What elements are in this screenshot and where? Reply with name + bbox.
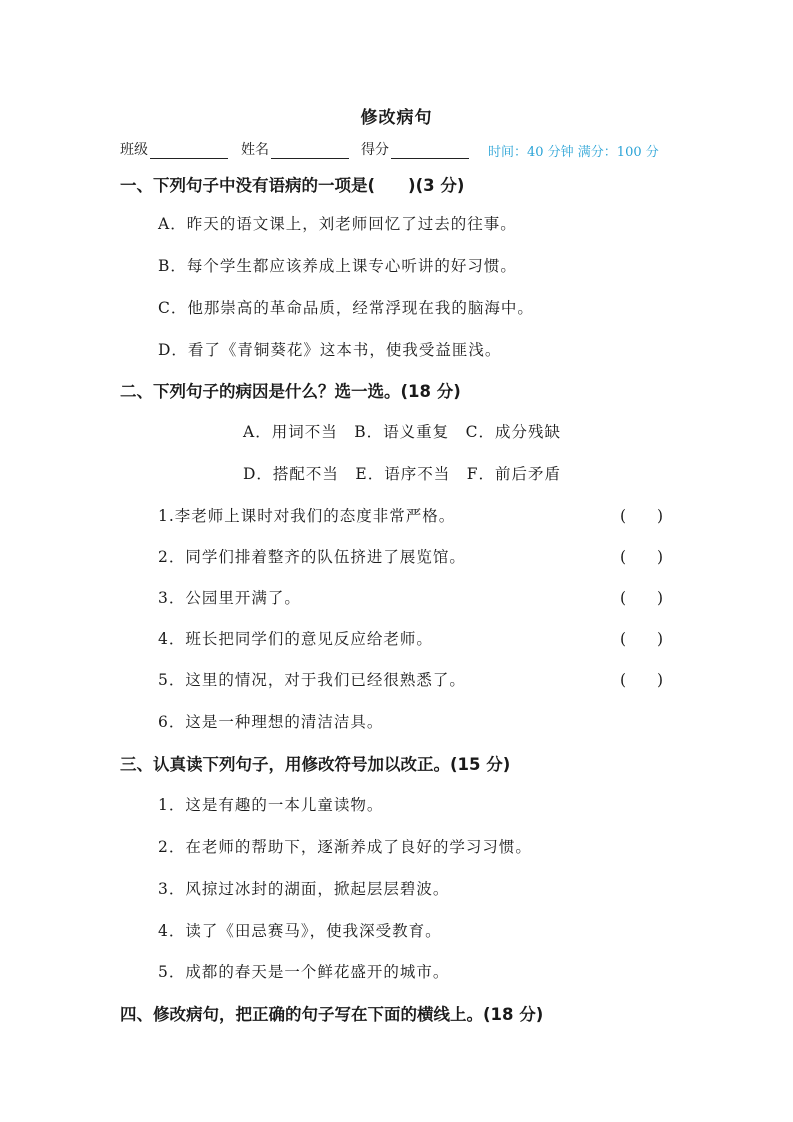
section-4-heading: 四、修改病句，把正确的句子写在下面的横线上。(18 分) (120, 1005, 544, 1024)
answer-paren[interactable]: ( ) (620, 507, 664, 525)
choices-row-2: D．搭配不当 E．语序不当 F．前后矛盾 (243, 465, 561, 483)
option-a: A．昨天的语文课上，刘老师回忆了过去的往事。 (158, 215, 517, 233)
section-2-heading: 二、下列句子的病因是什么？选一选。(18 分) (120, 382, 461, 401)
list-item: 4．读了《田忌赛马》，使我深受教育。 (158, 922, 442, 940)
name-blank[interactable] (271, 144, 349, 159)
list-item: 1．这是有趣的一本儿童读物。 (158, 796, 384, 814)
time-info: 时间：40 分钟 满分：100 分 (488, 145, 659, 160)
answer-paren[interactable]: ( ) (620, 548, 664, 566)
list-item: 5．成都的春天是一个鲜花盛开的城市。 (158, 963, 450, 981)
page-title: 修改病句 (360, 108, 433, 128)
section-3-heading: 三、认真读下列句子，用修改符号加以改正。(15 分) (120, 755, 511, 774)
answer-paren[interactable]: ( ) (620, 630, 664, 648)
list-item: 2．在老师的帮助下，逐渐养成了良好的学习习惯。 (158, 838, 532, 856)
class-blank[interactable] (150, 144, 228, 159)
option-d: D．看了《青铜葵花》这本书，使我受益匪浅。 (158, 341, 502, 359)
list-item: 2．同学们排着整齐的队伍挤进了展览馆。 (158, 548, 466, 566)
option-c: C．他那崇高的革命品质，经常浮现在我的脑海中。 (158, 299, 534, 317)
score-label: 得分 (361, 142, 389, 158)
answer-paren[interactable]: ( ) (620, 589, 664, 607)
score-blank[interactable] (391, 144, 469, 159)
class-field (120, 139, 228, 159)
list-item: 6．这是一种理想的清洁洁具。 (158, 713, 384, 731)
list-item: 4．班长把同学们的意见反应给老师。 (158, 630, 433, 648)
choices-row-1: A．用词不当 B．语义重复 C．成分残缺 (243, 423, 561, 441)
score-field (361, 139, 469, 159)
class-label: 班级 (120, 142, 148, 158)
answer-paren[interactable]: ( ) (620, 671, 664, 689)
section-1-heading: 一、下列句子中没有语病的一项是( )(3 分) (120, 176, 465, 195)
list-item: 5．这里的情况，对于我们已经很熟悉了。 (158, 671, 466, 689)
name-label: 姓名 (241, 142, 269, 158)
option-b: B．每个学生都应该养成上课专心听讲的好习惯。 (158, 257, 517, 275)
list-item: 3．风掠过冰封的湖面，掀起层层碧波。 (158, 880, 450, 898)
list-item: 3．公园里开满了。 (158, 589, 301, 607)
list-item: 1.李老师上课时对我们的态度非常严格。 (158, 507, 456, 525)
name-field (241, 139, 349, 159)
